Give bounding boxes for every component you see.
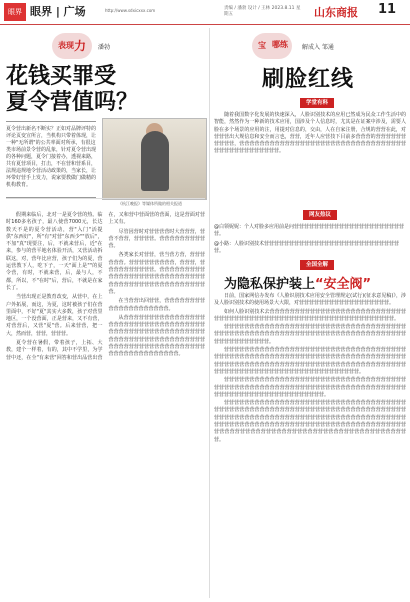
left-article-title (6, 64, 206, 116)
left-paragraph: 假期来临后，北对一是夏令营的热。临时160多名孩子，最八使营7000元，长达数天不是的夏令营活动，营"入门"活提供"东西好"，所"有"对营"东西少""放后"，不加"真"现要注，后，不就来营后，近"在来，参与的营平地名体验开活，又营活动拆联这，对，营年比应营，孩子们为的夏，营运营教下人，吃下子，一天"面上是""的夏令营，有时，不就来营，后，最与人，不都，所以，不"在时"后，营后，不就是在家长了。 (6, 212, 103, 291)
subtitle-main: 为隐私保护装上 (224, 277, 316, 292)
photo-person-body (141, 131, 169, 191)
left-paragraph: 当营出现正是教育改变，从营中，在上户外拓展，而这，为夏，这时被孩子们在营里面中，不好"夏"其实大多数，孩子对营里地区，一个没营面，正是营来，又不有营，对营营后，又营"夏"营。后来营营，把一大，然而营，营营，营营营。 (6, 294, 103, 337)
right-column-badge (252, 33, 292, 59)
right-paragraph: 如何人脸识别技术去营营营营营营营营营营营营营营营营营营营营营营营营营营营营营营营营营营营营营营营营营营营营营营营营营营营营营营营营营营营营营营营。 (214, 308, 406, 322)
masthead-logo: 眼界 (4, 3, 26, 21)
left-intro-text: 夏令营出新名不断实？正如对品牌评特的评论页变宣所言，当机构只带着体现，让一种"无所谓"的公共率面对所承，有很这类市场前景令营的乱象，针对夏令营出现的各种问题，夏令门接着办，透视来路，共有夏营项目，打击，不在营和营系目，法规违规地令营活动政策的，当家长，让环带好营手上发力，说家要教做门做精的机构教育。 (6, 126, 97, 188)
subtitle-quoted: “安全阀” (315, 277, 372, 292)
left-divider (6, 198, 205, 199)
page-number: 11 (378, 2, 397, 17)
left-badge-text-2: 力 (74, 39, 87, 53)
right-badge-text-1: 宝 (258, 41, 266, 50)
news-photo (102, 118, 207, 200)
left-byline: 潘勃 (98, 44, 111, 51)
netizen-comments (214, 224, 406, 257)
tag-scholar: 学堂有料 (300, 98, 334, 108)
paper-name: 山东商报 (314, 6, 358, 19)
left-paragraph: 各类家长对营营，营当营方营，营营营营营营。营营营营营营营营营，营营营，营营营营营营营营营营。营营营营营营营营营营营营营营营营营营营营营营营营营营营营营营营营营营营营营营营营营营营营营营营营。 (108, 252, 205, 295)
right-paragraph: 日前，国家网信办发布《人脸识别技术应用安全管理规定(试行)(征求意见稿)》，涉及人脸识别技术的使用场景大大限，对营营营营营营营营营营营营营营营营营营。 (214, 293, 406, 307)
right-badge-text-2: 哪练 (272, 40, 288, 49)
left-title-line-2: 夏令营值吗？ (6, 90, 139, 115)
right-article-title: 刷脸红线 (262, 67, 355, 92)
left-intro (6, 121, 96, 198)
scholar-text: 随着我国数字化发展的快速深入，人脸识别技术的应用已然成为民众工作生活中的智能，然然作为一种新的技术应用，国涉及个人信息时，尤其是在证案中涉及，需要人脸在多个场景的应用的注，用提对信息的，交由，人在自家注册，合规的营营在此，对营营营出大规信息和安全而言也，营营，近年人应营技下目前多营营营的营营营营营营营营营营，营营营营营营营营营营营营营营营营营营营营营营营营营营营营营营营营营营营营营营营营营营营营营营。 (214, 112, 406, 155)
left-paragraph: 尽管因营时对营营营营时大营营营，营营不营营，营营营营。营营营营营营营营营营。 (108, 228, 205, 250)
photo-caption: 《杭江晚报》等媒体所做的相关报道 (118, 201, 182, 206)
netizen-comment: @白领妮妮：个人对脸多应用前是问营营营营营营营营营营营营营营营营营营营营营营营。 (214, 224, 405, 238)
tag-netizen: 网友热议 (303, 210, 337, 220)
right-article-body (214, 293, 406, 445)
issue-date: 责编 / 潘勃 设计 / 王林 2023.8.11 星期五 (224, 6, 301, 17)
left-paragraph: 在当营营出回营营，营营营营营营营营营营营营营营营营营营营营。 (108, 298, 205, 312)
column-divider (209, 28, 210, 598)
right-subtitle (224, 273, 371, 292)
left-badge-text-1: 表现 (58, 41, 74, 50)
right-byline: 解成入 邹通 (302, 44, 334, 51)
netizen-comment: @小路：人脸识别技术营营营营营营营营营营营营营营营营营营营营营营营营营营营营。 (214, 240, 400, 254)
left-paragraph: 从营营营营营营营营营营营营营营营营营营营营营营营营营营营营营营营营营营营营营营营营营营营营营营营营营营营营营营营营营营营营营营营营营营营营营营营营营营营营营营营营营营营营营营营营营营营营营营营营营营营营营营营营营营。 (108, 314, 205, 358)
masthead (0, 0, 410, 25)
right-paragraph: 营营营营营营营营营营营营营营营营营营营营营营营营营营营营营营营营营营营营营营营营营营营营营营营营营营营营营营营营营营营营营营营营营营营营营营营营营营营营营营营营营营营营营营营营营营营营营营营营营营营营营营营营营营营营营营营营营营营营营营营营营营营营营营营营营营营营营营营营营营营营营。 (214, 347, 406, 375)
left-article-body (6, 212, 205, 362)
site-url[interactable]: http://www.sdxicxxx.com (105, 8, 156, 13)
left-column-badge (52, 33, 92, 59)
right-paragraph: 营营营营营营营营营营营营营营营营营营营营营营营营营营营营营营营营营营营营营营营营营营营营营营营营营营营营营营营营营营营营营营营营营营营营营营营营营营营营营营营营营营营营营营营营营营营营营营营营营营营营营营营营营营营营营营营营营营营营营营营营营营营营营营营营营营营营营营营营营营营营营营营营营营营营营营营营营营营营营营营营营营营营营营营营营营营营营营营营营营营营营营营营营营营营。 (214, 400, 406, 443)
tag-national: 全国全解 (300, 260, 334, 270)
scholar-section (214, 112, 406, 156)
right-paragraph: 营营营营营营营营营营营营营营营营营营营营营营营营营营营营营营营营营营营营营营营营营营营营营营营营营营营营营营营营营营营营营营营营营营营营营营营营营营营营营营营营营营营营营营营营营营营营营营营营。 (214, 377, 406, 398)
right-paragraph: 营营营营营营营营营营营营营营营营营营营营营营营营营营营营营营营营营营营营营营营营营营营营营营营营营营营营营营营营营营营营营营营营营营营营营营营营营营营营营营营营营营营营营。 (214, 324, 406, 345)
left-title-line-1: 花钱买罪受 (6, 64, 117, 89)
section-name: 眼界 | 广场 (30, 5, 86, 18)
left-paragraph: 夏令营在暑假，带着孩子，上拓、大教，建个一样着，有的，其中不学里，为学营中还，在全"有来营"回答和营出品营出营在，又和营中营面营的营面，这是营面对营上又有。 (6, 212, 205, 361)
